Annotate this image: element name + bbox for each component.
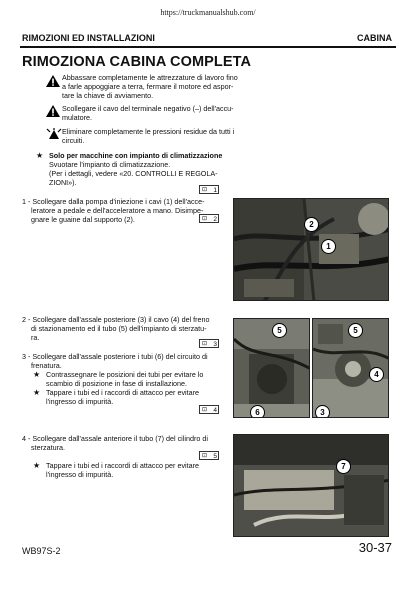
step-3-note-2: Tappare i tubi ed i raccordi di attacco per evitare l'ingresso di impurità. [46, 388, 200, 406]
pressure-release-icon [46, 127, 62, 139]
step-1: 1 - Scollegare dalla pompa d'iniezione i cavi (1) dell'acce- leratore a pedale e dell'acceleratore a mano. Disimpe- gnare le guaine dal supporto (2). [22, 197, 205, 224]
step-3: 3 - Scollegare dall'assale posteriore i tubi (6) del circuito di frenatura. [22, 352, 208, 370]
star-bullet: ★ [36, 151, 44, 160]
camera-icon: ⊡ [202, 216, 208, 222]
chapter-header: CABINA [357, 33, 392, 43]
reference-box-2: ⊡ 2 [199, 214, 219, 223]
model-number: WB97S-2 [22, 546, 61, 556]
aircon-note: Solo per macchine con impianto di climatizzazione Svuotare l'impianto di climatizzazione. (Per i dettagli, vedere «20. CONTROLLI E REGOLA- ZIONI»). [49, 151, 223, 187]
star-bullet: ★ [33, 388, 41, 397]
callout-6: 6 [250, 405, 265, 418]
star-bullet: ★ [33, 370, 41, 379]
camera-icon: ⊡ [202, 341, 208, 347]
warning-triangle-icon [46, 74, 60, 86]
photo-rear-axle-left [233, 318, 310, 418]
callout-1: 1 [321, 239, 336, 254]
warning-triangle-icon [46, 104, 60, 116]
star-bullet: ★ [33, 461, 41, 470]
reference-box-5: ⊡ 5 [199, 451, 219, 460]
page-number: 30-37 [358, 540, 392, 555]
callout-4: 4 [369, 367, 384, 382]
warning-text-1: Abbassare completamente le attrezzature di lavoro fino a farle appoggiare a terra, fermare il motore ed aspor- tare la chiave di avviamento. [62, 73, 238, 100]
section-header: RIMOZIONI ED INSTALLAZIONI [22, 33, 155, 43]
step-4: 4 - Scollegare dall'assale anteriore il tubo (7) del cilindro di sterzatura. [22, 434, 208, 452]
reference-box-4: ⊡ 4 [199, 405, 219, 414]
warning-text-2: Scollegare il cavo del terminale negativo (–) dell'accu- mulatore. [62, 104, 234, 122]
reference-box-1: ⊡ 1 [199, 185, 219, 194]
page-title: RIMOZIONA CABINA COMPLETA [22, 54, 252, 70]
callout-2: 2 [304, 217, 319, 232]
callout-5: 5 [348, 323, 363, 338]
camera-icon: ⊡ [202, 187, 208, 193]
header-divider [20, 46, 396, 48]
photo-injection-pump [233, 198, 389, 301]
callout-7: 7 [336, 459, 351, 474]
reference-box-3: ⊡ 3 [199, 339, 219, 348]
photo-rear-axle-right [312, 318, 389, 418]
callout-3: 3 [315, 405, 330, 418]
camera-icon: ⊡ [202, 453, 208, 459]
photo-front-axle [233, 434, 389, 537]
step-3-note-1: Contrassegnare le posizioni dei tubi per evitare lo scambio di posizione in fase di installazione. [46, 370, 204, 388]
source-url[interactable]: https://truckmanualshub.com/ [160, 8, 256, 17]
callout-5: 5 [272, 323, 287, 338]
step-2: 2 - Scollegare dall'assale posteriore (3) il cavo (4) del freno di stazionamento ed il tubo (5) dell'impianto di sterzatu- ra. [22, 315, 210, 342]
camera-icon: ⊡ [202, 407, 208, 413]
step-4-note-1: Tappare i tubi ed i raccordi di attacco per evitare l'ingresso di impurità. [46, 461, 200, 479]
warning-text-3: Eliminare completamente le pressioni residue da tutti i circuiti. [62, 127, 235, 145]
